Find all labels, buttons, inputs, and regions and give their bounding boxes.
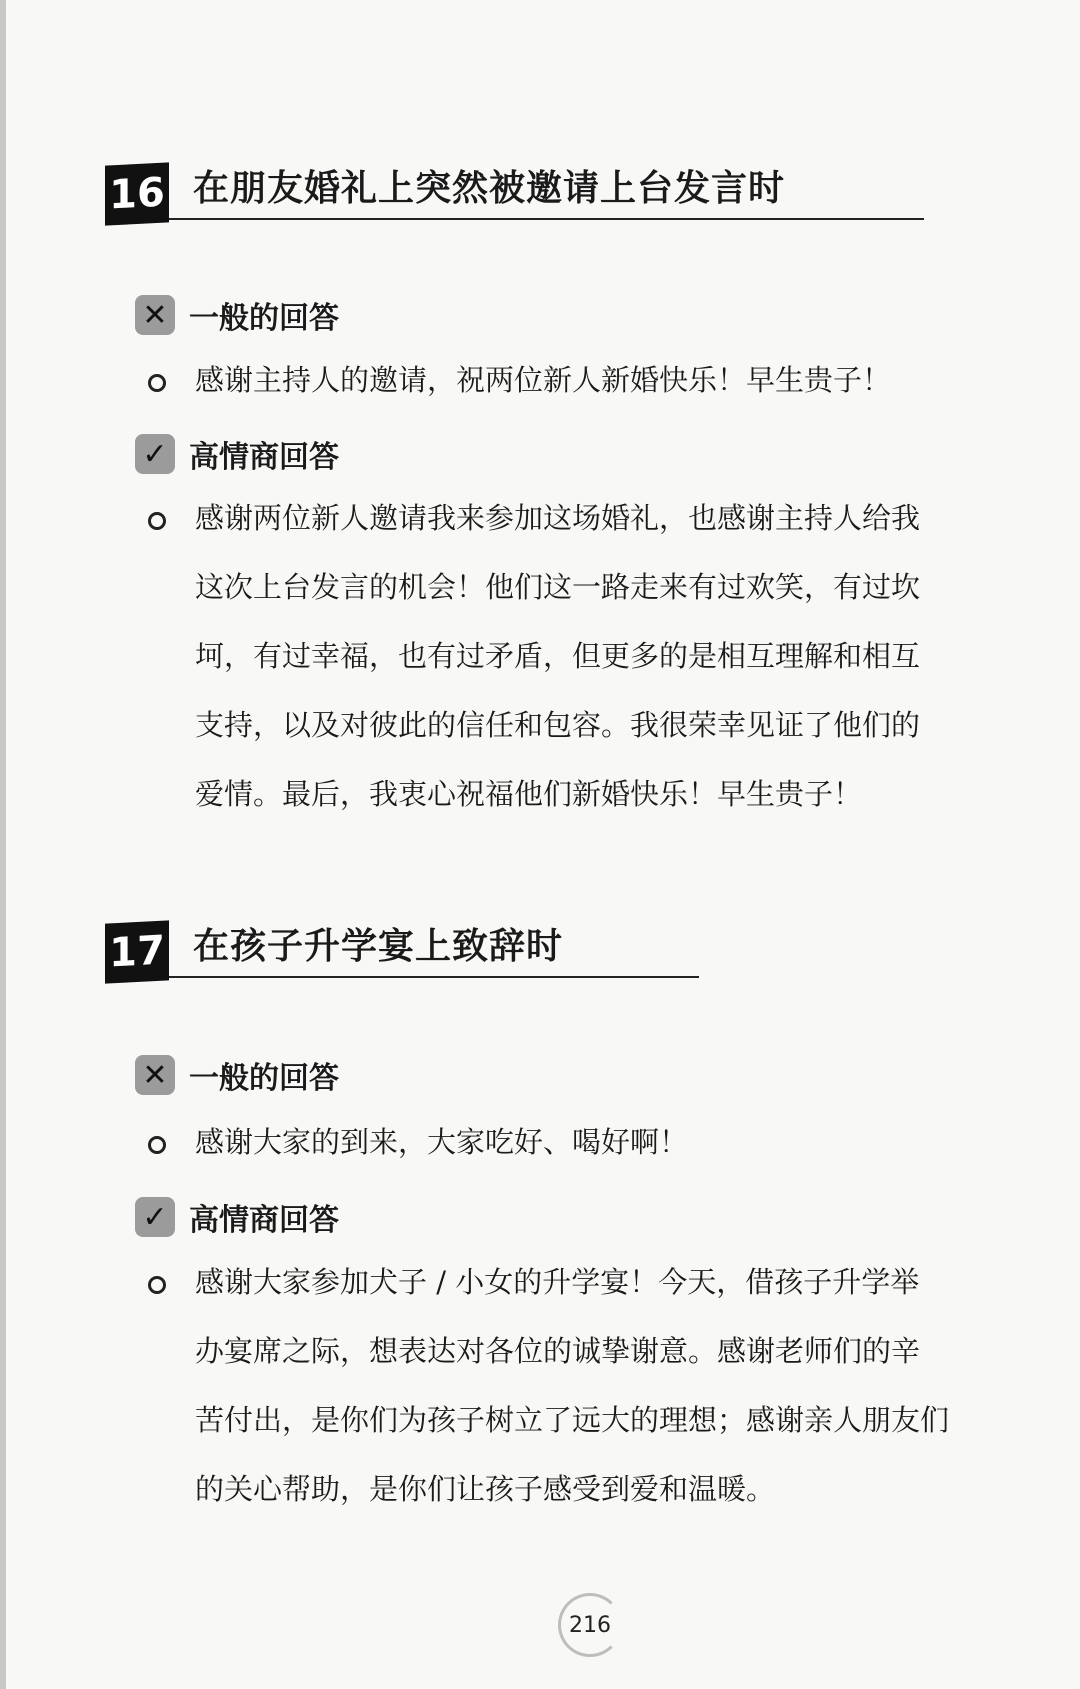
section-title: 在孩子升学宴上致辞时 xyxy=(193,926,564,967)
answer-line: 苦付出，是你们为孩子树立了远大的理想；感谢亲人朋友们 xyxy=(195,1403,950,1437)
answer-line: 感谢主持人的邀请，祝两位新人新婚快乐！早生贵子！ xyxy=(195,363,892,397)
page-number: 216 xyxy=(558,1593,622,1657)
title-underline xyxy=(169,976,699,978)
bullet-icon xyxy=(148,1136,166,1154)
answer-line: 感谢两位新人邀请我来参加这场婚礼，也感谢主持人给我 xyxy=(195,501,921,535)
section-header xyxy=(105,160,825,228)
eq-answer-label xyxy=(135,432,339,476)
section-number: 17 xyxy=(105,920,169,983)
eq-answer-text xyxy=(195,484,1025,829)
answer-line: 办宴席之际，想表达对各位的诚挚谢意。感谢老师们的辛 xyxy=(195,1334,921,1368)
page-edge xyxy=(0,0,6,1689)
normal-answer-text xyxy=(195,346,1025,415)
check-icon: ✓ xyxy=(135,1197,175,1237)
section-header xyxy=(105,918,665,986)
answer-line: 感谢大家的到来，大家吃好、喝好啊！ xyxy=(195,1125,689,1159)
eq-answer-text xyxy=(195,1248,1025,1524)
eq-answer-heading: 高情商回答 xyxy=(189,440,339,475)
section-title: 在朋友婚礼上突然被邀请上台发言时 xyxy=(193,168,786,209)
bullet-icon xyxy=(148,512,166,530)
cross-icon: ✕ xyxy=(135,1055,175,1095)
normal-answer-label xyxy=(135,1053,339,1097)
normal-answer-text xyxy=(195,1108,1025,1177)
answer-line: 感谢大家参加犬子 / 小女的升学宴！今天，借孩子升学举 xyxy=(195,1265,920,1299)
normal-answer-heading: 一般的回答 xyxy=(189,301,339,336)
answer-line: 坷，有过幸福，也有过矛盾，但更多的是相互理解和相互 xyxy=(195,639,921,673)
check-icon: ✓ xyxy=(135,434,175,474)
normal-answer-heading: 一般的回答 xyxy=(189,1061,339,1096)
bullet-icon xyxy=(148,374,166,392)
eq-answer-heading: 高情商回答 xyxy=(189,1203,339,1238)
answer-line: 爱情。最后，我衷心祝福他们新婚快乐！早生贵子！ xyxy=(195,777,863,811)
eq-answer-label xyxy=(135,1195,339,1239)
section-number: 16 xyxy=(105,162,169,225)
answer-line: 的关心帮助，是你们让孩子感受到爱和温暖。 xyxy=(195,1472,776,1506)
answer-line: 支持，以及对彼此的信任和包容。我很荣幸见证了他们的 xyxy=(195,708,921,742)
title-underline xyxy=(169,218,924,220)
bullet-icon xyxy=(148,1276,166,1294)
normal-answer-label xyxy=(135,293,339,337)
cross-icon: ✕ xyxy=(135,295,175,335)
answer-line: 这次上台发言的机会！他们这一路走来有过欢笑，有过坎 xyxy=(195,570,921,604)
